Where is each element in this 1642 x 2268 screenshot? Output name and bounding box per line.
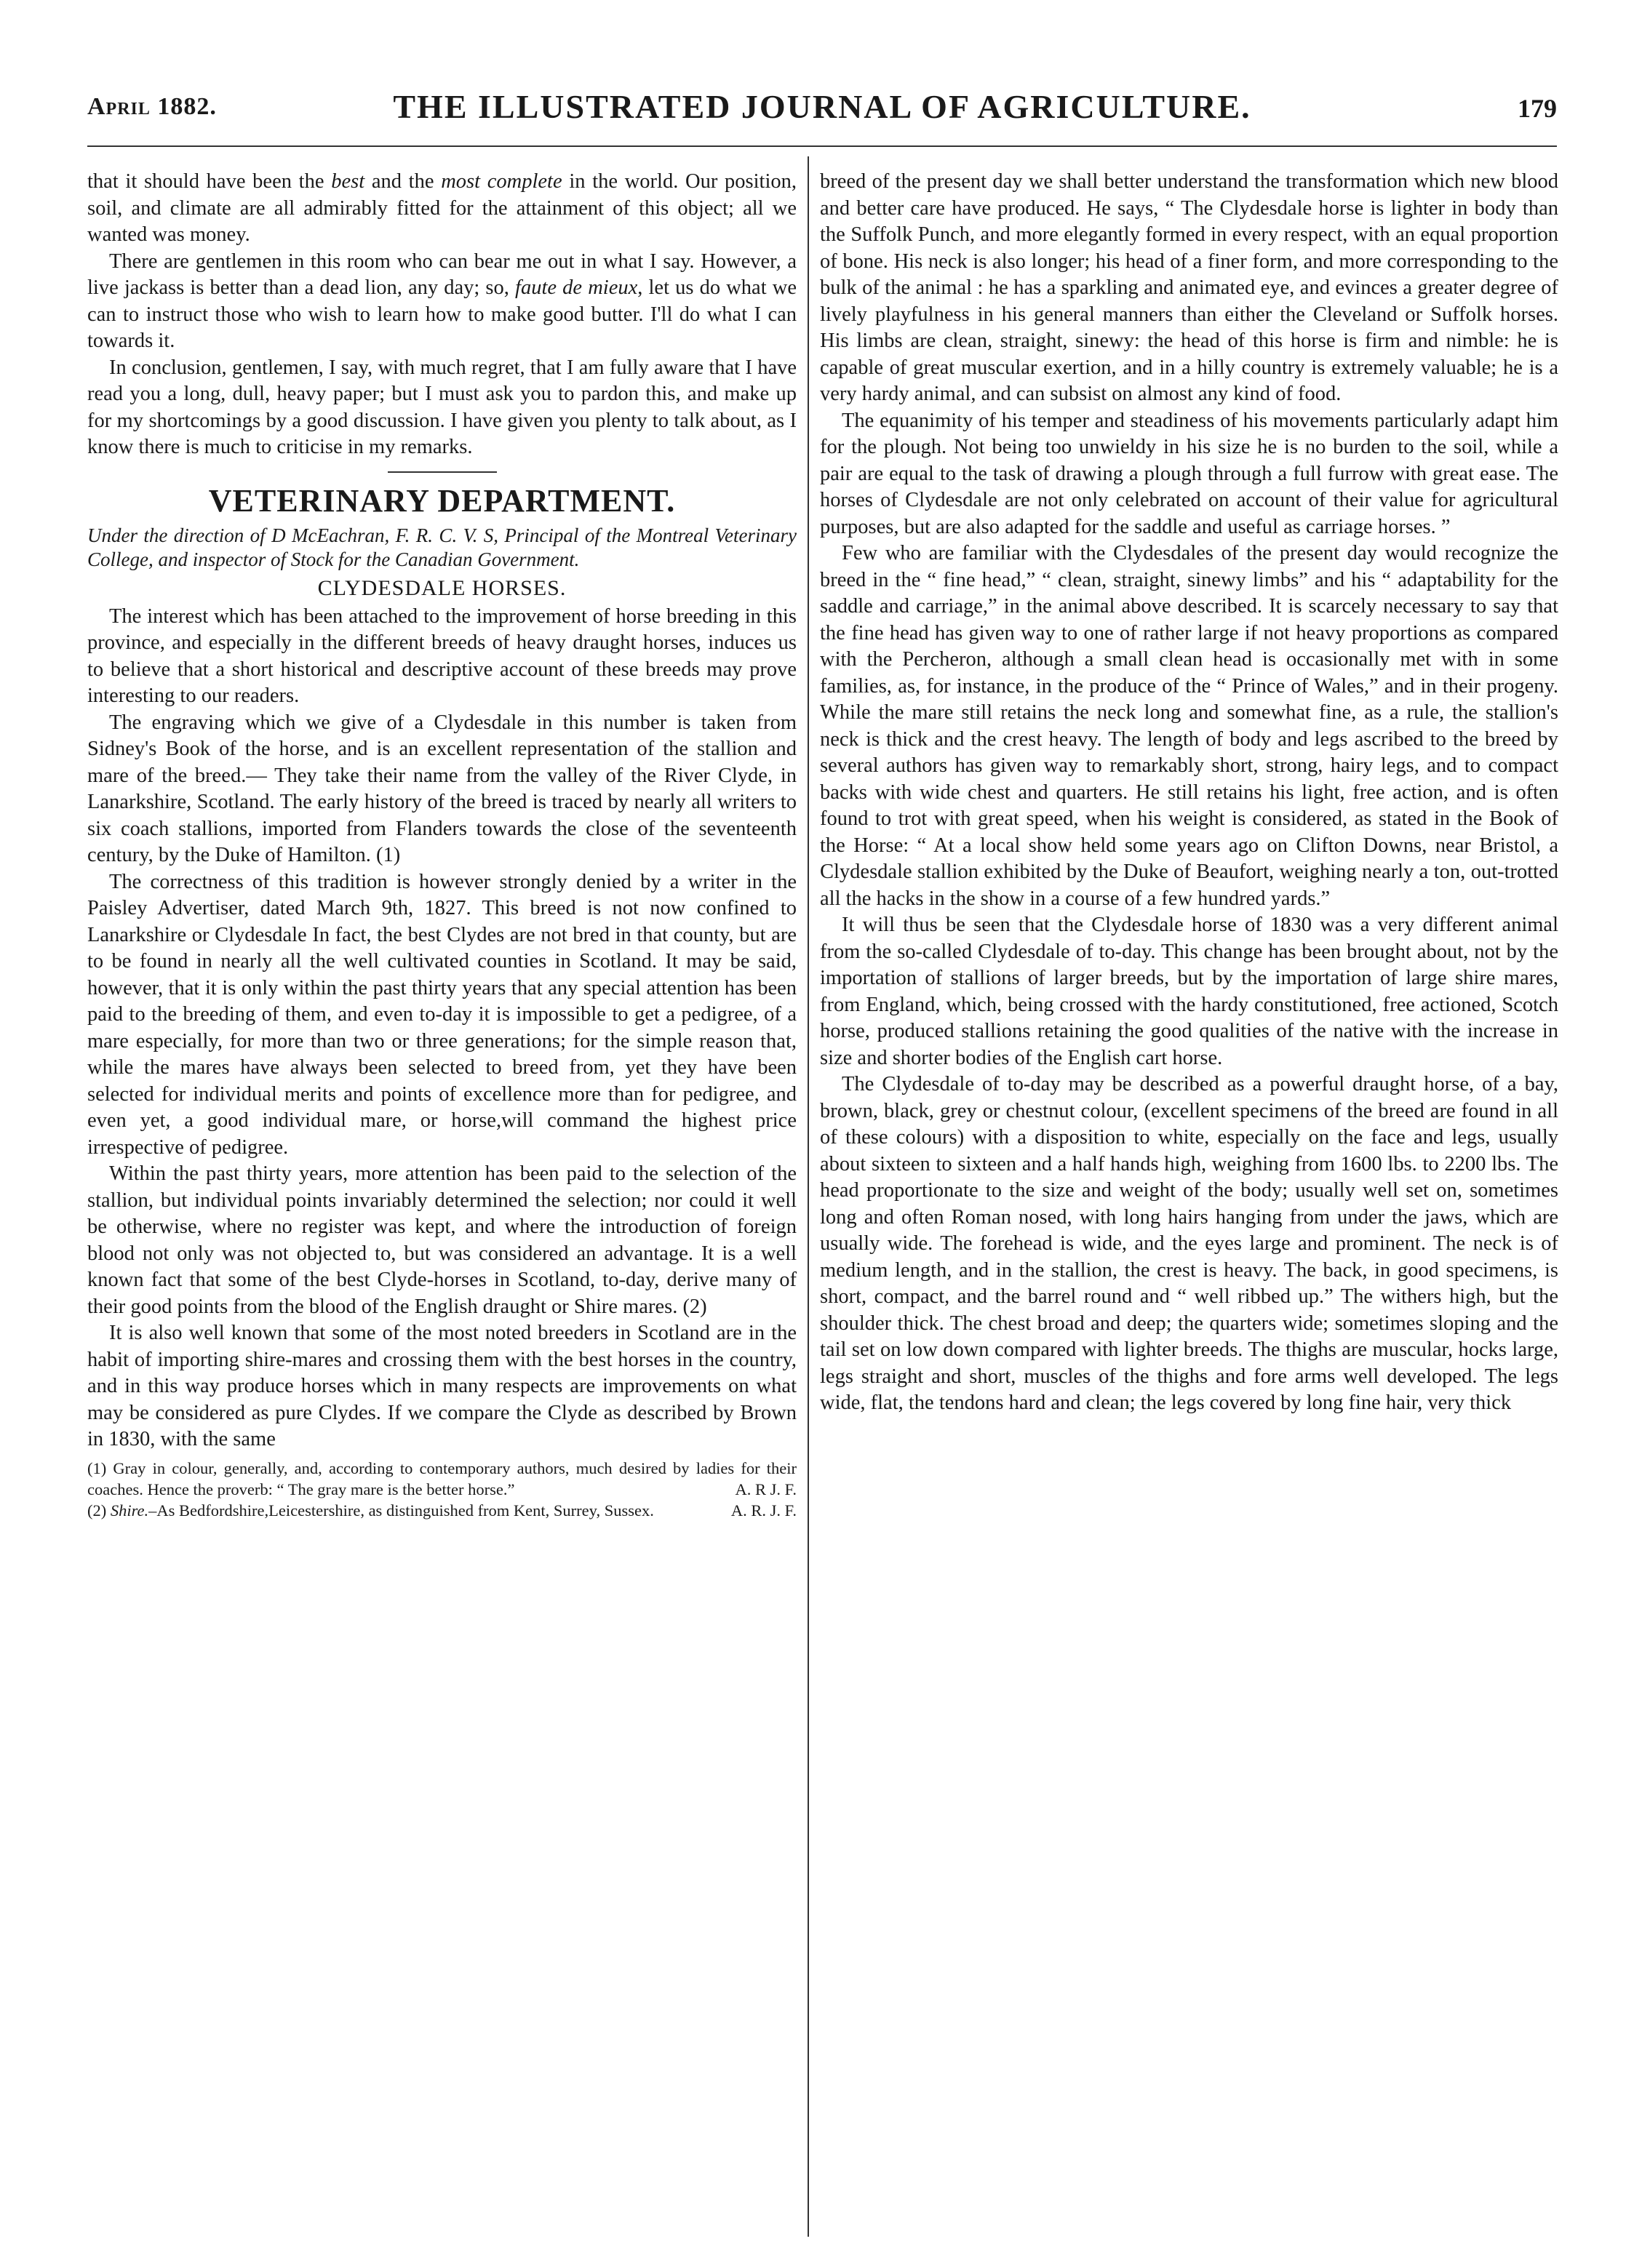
footnote-2: (2) Shire.–As Bedfordshire,Leicestershire, as distinguished from Kent, Surrey, Sussex. A. R. J. F.	[87, 1501, 797, 1520]
department-heading: VETERINARY DEPARTMENT.	[208, 482, 676, 519]
header-rule	[87, 145, 1557, 147]
paragraph: that it should have been the best and the most complete in the world. Our position, soil, and climate are all admirably fitted for the attainment of this object; all we wanted was money.	[87, 170, 797, 246]
paragraph: The correctness of this tradition is however strongly denied by a writer in the Paisley Advertiser, dated March 9th, 1827. This breed is not now confined to Lanarkshire or Clydesdale In fact, the best Clydes are not bred in that county, but are to be found in nearly all the well cultivated counties in Scotland. It may be said, however, that it is only within the past thirty years that any special attention has been paid to the breeding of them, and even to-day it is impossible to get a pedigree, of a mare especially, for more than two or three generations; for the simple reason that, while the mares have always been selected to breed from, yet they have been selected for individual merits and points of excellence more than for pedigree, and even yet, a good individual mare, or horse,will command the highest price irrespective of pedigree.	[87, 870, 797, 1159]
paragraph: There are gentlemen in this room who can bear me out in what I say. However, a live jackass is better than a dead lion, any day; so, faute de mieux, let us do what we can to instruct those who wish to learn how to make good butter. I'll do what I can towards it.	[87, 249, 797, 352]
paragraph: The engraving which we give of a Clydesdale in this number is taken from Sidney's Book of the horse, and is an excellent representation of the stallion and mare of the breed.— They take their name from the valley of the River Clyde, in Lanarkshire, Scotland. The early history of the breed is traced by nearly all writers to six coach stallions, imported from Flanders towards the close of the seventeenth century, by the Duke of Hamilton. (1)	[87, 711, 797, 866]
right-column	[820, 169, 1558, 2249]
issue-date: April 1882.	[87, 93, 217, 120]
paragraph: breed of the present day we shall better understand the transformation which new blood and better care have produced. He says, “ The Clydesdale horse is lighter in body than the Suffolk Punch, and more elegantly formed in every respect, with an equal proportion of bone. His neck is also longer; his head of a finer form, and more corresponding to the bulk of the animal : he has a sparkling and animated eye, and evinces a greater degree of lively playfulness in his general manners than either the Cleveland or Suffolk horses. His limbs are clean, straight, sinewy: the head of this horse is firm and nimble: he is capable of great muscular exertion, and in a hilly country is extremely valuable; he is a very hardy animal, and can subsist on almost any kind of food.	[820, 170, 1558, 405]
paragraph: Within the past thirty years, more attention has been paid to the selection of the stallion, but individual points invariably determined the selection; nor could it well be otherwise, where no register was kept, and where the introduction of foreign blood not only was not objected to, but was considered an advantage. It is a well known fact that some of the best Clyde-horses in Scotland, to-day, derive many of their good points from the blood of the English draught or Shire mares. (2)	[87, 1162, 797, 1318]
section-separator	[388, 471, 497, 473]
paragraph: The equanimity of his temper and steadiness of his movements particularly adapt him for the plough. Not being too unwieldy in his size he is no burden to the soil, while a pair are equal to the task of drawing a plough through a full furrow with great ease. The horses of Clydesdale are not only celebrated on account of their value for agricultural purposes, but are also adapted for the saddle and useful as carriage horses. ”	[820, 409, 1558, 538]
footnote-signature: A. R. J. F.	[730, 1501, 797, 1520]
left-column	[87, 169, 797, 2249]
paragraph: The Clydesdale of to-day may be described as a powerful draught horse, of a bay, brown, black, grey or chestnut colour, (excellent specimens of the breed are found in all of these colours) with a disposition to white, especially on the face and legs, usually about sixteen to sixteen and a half hands high, weighing from 1600 lbs. to 2200 lbs. The head proportionate to the size and weight of the body; usually well set on, sometimes long and often Roman nosed, with long hairs hanging from under the jaws, which are usually wide. The forehead is wide, and the eyes large and prominent. The neck is of medium length, and in the stallion, the crest is heavy. The back, in good specimens, is short, compact, and the barrel round and “ well ribbed up.” The withers high, but the shoulder thick. The chest broad and deep; the quarters wide; sometimes sloping and the tail set on low down compared with lighter breeds. The thighs are muscular, hocks large, legs straight and short, muscles of the thighs and fore arms well developed. The legs wide, flat, the tendons hard and clean; the legs covered by long fine hair, very thick	[820, 1073, 1558, 1414]
running-head	[87, 87, 1557, 131]
footnote-1: (1) Gray in colour, generally, and, according to contemporary authors, much desired by ladies for their coaches. Hence the proverb: “ The gray mare is the better horse.” A. R J. F.	[87, 1458, 797, 1498]
journal-title: THE ILLUSTRATED JOURNAL OF AGRICULTURE.	[393, 88, 1251, 125]
paragraph: Few who are familiar with the Clydesdales of the present day would recognize the breed in the “ fine head,” “ clean, straight, sinewy limbs” and his “ adaptability for the saddle and carriage,” in the animal above described. It is scarcely necessary to say that the fine head has given way to one of rather large if not heavy proportions as compared with the Percheron, although a small clean head is occasionally met with in some families, as, for instance, in the produce of the “ Prince of Wales,” and in their progeny. While the mare still retains the neck long and somewhat fine, as a rule, the stallion's neck is thick and the crest heavy. The length of body and legs ascribed to the breed by several authors has given way to remarkably short, strong, hairy legs, and to compact backs with wide chest and quarters. He still retains his light, free action, and is often found to trot with great speed, when his weight is considered, as stated in the Book of the Horse: “ At a local show held some years ago on Clifton Downs, near Bristol, a Clydesdale stallion exhibited by the Duke of Beaufort, weighing nearly a ton, out-trotted all the hacks in the show in a course of a few hundred yards.”	[820, 542, 1558, 910]
paragraph: In conclusion, gentlemen, I say, with much regret, that I am fully aware that I have read you a long, dull, heavy paper; but I must ask you to pardon this, and make up for my shortcomings by a good discussion. I have given you plenty to talk about, as I know there is much to criticise in my remarks.	[87, 356, 797, 458]
footnotes	[87, 1458, 797, 1521]
paragraph: The interest which has been attached to the improvement of horse breeding in this province, and especially in the different breeds of heavy draught horses, induces us to believe that a short historical and descriptive account of these breeds may prove interesting to our readers.	[87, 604, 797, 707]
paragraph: It will thus be seen that the Clydesdale horse of 1830 was a very different animal from the so-called Clydesdale of to-day. This change has been brought about, not by the importation of stallions of larger breeds, but by the importation of large shire mares, from England, which, being crossed with the hardy constitutioned, free actioned, Scotch horse, produced stallions retaining the good qualities of the native with the increase in size and shorter bodies of the English cart horse.	[820, 914, 1558, 1069]
page-number: 179	[1518, 94, 1557, 123]
department-byline: Under the direction of D McEachran, F. R. C. V. S, Principal of the Montreal Veterinary College, and inspector of Stock for the Canadian Government.	[87, 524, 797, 570]
column-divider	[808, 156, 809, 2237]
paragraph: It is also well known that some of the most noted breeders in Scotland are in the habit of importing shire-mares and crossing them with the best horses in the country, and in this way produce horses which in many respects are improvements on what may be considered as pure Clydes. If we compare the Clyde as described by Brown in 1830, with the same	[87, 1322, 797, 1450]
footnote-signature: A. R J. F.	[735, 1480, 797, 1498]
article-heading: CLYDESDALE HORSES.	[317, 575, 567, 600]
